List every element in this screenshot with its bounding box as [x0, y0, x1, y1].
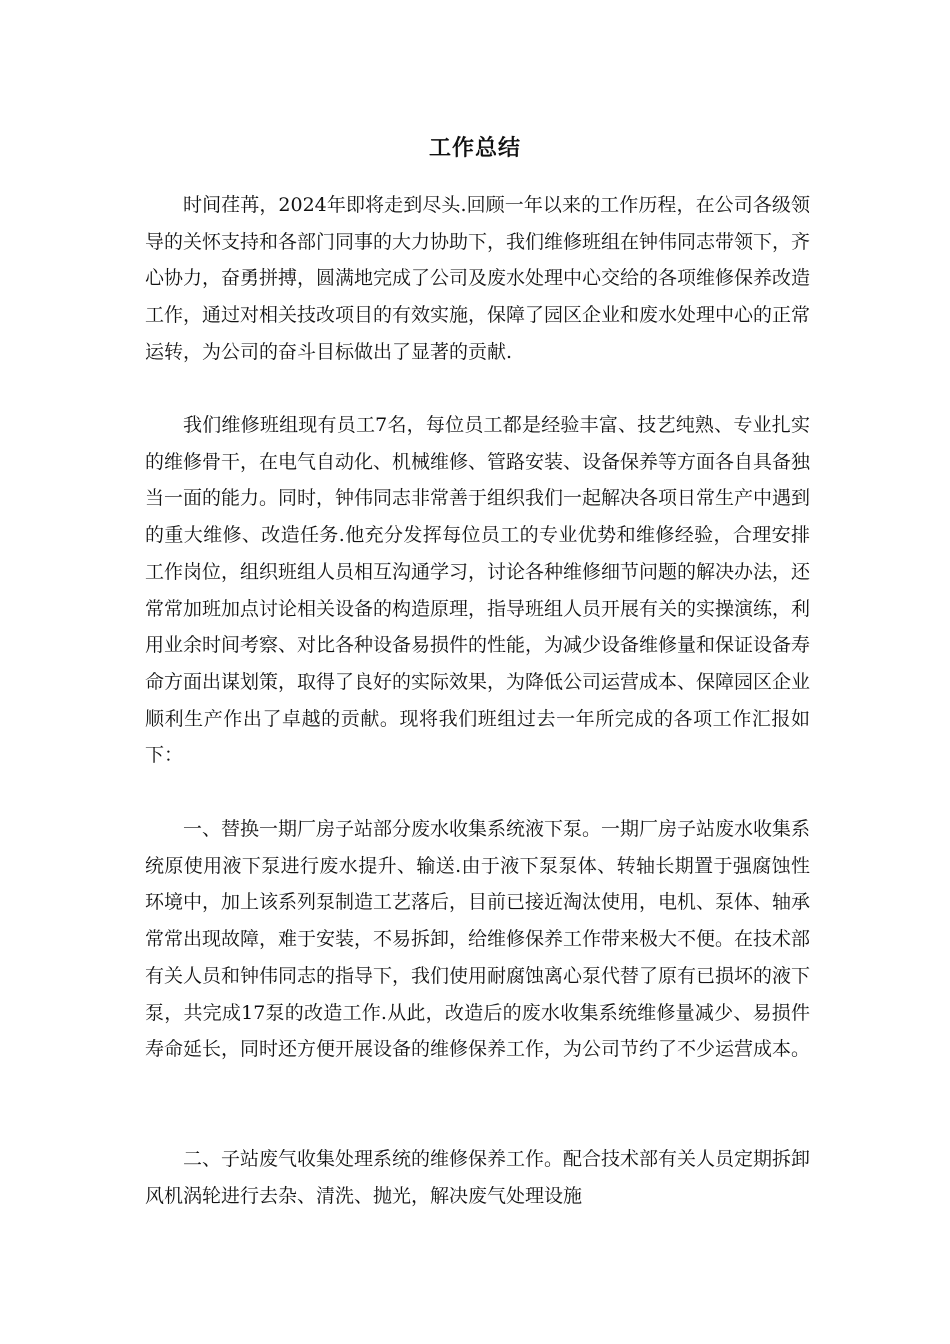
document-title: 工作总结: [428, 135, 521, 161]
paragraph-intro: 时间荏苒，2024年即将走到尽头.回顾一年以来的工作历程，在公司各级领导的关怀支持和各部门同事的大力协助下，我们维修班组在钟伟同志带领下，齐心协力，奋勇拼搏，圆满地完成了公司及废水处理中心交给的各项维修保养改造工作，通过对相关技改项目的有效实施，保障了园区企业和废水处理中心的正常运转，为公司的奋斗目标做出了显著的贡献.: [145, 194, 811, 363]
paragraph-team: 我们维修班组现有员工7名，每位员工都是经验丰富、技艺纯熟、专业扎实的维修骨干，在电气自动化、机械维修、管路安装、设备保养等方面各自具备独当一面的能力。同时，钟伟同志非常善于组织我们一起解决各项日常生产中遇到的重大维修、改造任务.他充分发挥每位员工的专业优势和维修经验，合理安排工作岗位，组织班组人员相互沟通学习，讨论各种维修细节问题的解决办法，还常常加班加点讨论相关设备的构造原理，指导班组人员开展有关的实操演练，利用业余时间考察、对比各种设备易损件的性能，为减少设备维修量和保证设备寿命方面出谋划策，取得了良好的实际效果，为降低公司运营成本、保障园区企业顺利生产作出了卓越的贡献。现将我们班组过去一年所完成的各项工作汇报如下：: [145, 414, 811, 767]
paragraph-item-2: 二、子站废气收集处理系统的维修保养工作。配合技术部有关人员定期拆卸风机涡轮进行去杂、清洗、抛光，解决废气处理设施: [145, 1148, 811, 1207]
paragraph-item-1: 一、替换一期厂房子站部分废水收集系统液下泵。一期厂房子站废水收集系统原使用液下泵进行废水提升、输送.由于液下泵泵体、转轴长期置于强腐蚀性环境中，加上该系列泵制造工艺落后，目前已接近淘汰使用，电机、泵体、轴承常常出现故障，难于安装，不易拆卸，给维修保养工作带来极大不便。在技术部有关人员和钟伟同志的指导下，我们使用耐腐蚀离心泵代替了原有已损坏的液下泵，共完成17泵的改造工作.从此，改造后的废水收集系统维修量减少、易损件寿命延长，同时还方便开展设备的维修保养工作，为公司节约了不少运营成本。: [145, 818, 811, 1061]
